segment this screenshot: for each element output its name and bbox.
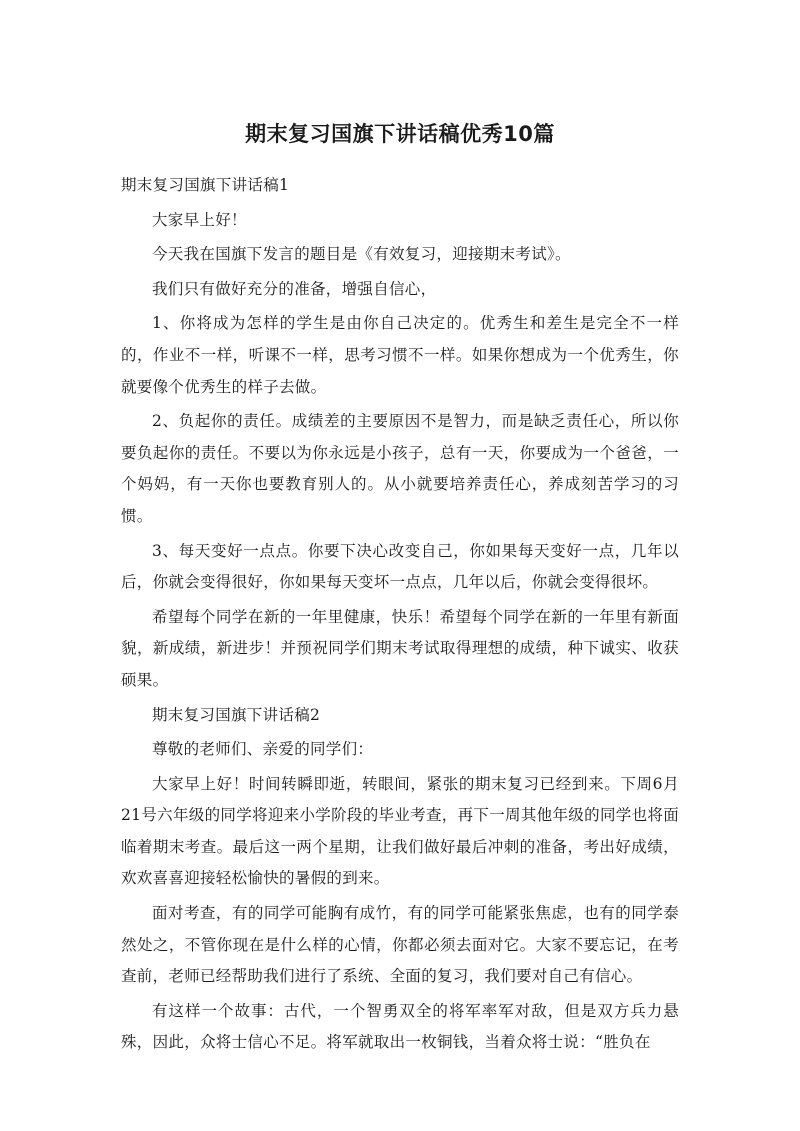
paragraph: 希望每个同学在新的一年里健康，快乐！希望每个同学在新的一年里有新面貌，新成绩，新进步！并预祝同学们期末考试取得理想的成绩，种下诚实、收获硕果。: [121, 607, 679, 689]
document-title: 期末复习国旗下讲话稿优秀10篇: [245, 122, 555, 146]
paragraph: 2、负起你的责任。成绩差的主要原因不是智力，而是缺乏责任心，所以你要负起你的责任。不要以为你永远是小孩子，总有一天，你要成为一个爸爸，一个妈妈，有一天你也要教育别人的。从小就要培养责任心，养成刻苦学习的习惯。: [121, 412, 679, 525]
document-page: [121, 118, 679, 1062]
paragraph: 尊敬的老师们、亲爱的同学们：: [152, 740, 374, 759]
paragraph: 我们只有做好充分的准备，增强自信心，: [152, 279, 437, 298]
paragraph: 今天我在国旗下发言的题目是《有效复习，迎接期末考试》。: [152, 245, 571, 264]
paragraph: 1、你将成为怎样的学生是由你自己决定的。优秀生和差生是完全不一样的，作业不一样，听课不一样，思考习惯不一样。如果你想成为一个优秀生，你就要像个优秀生的样子去做。: [121, 314, 679, 396]
section-heading-2: 期末复习国旗下讲话稿2: [152, 705, 321, 724]
paragraph: 大家早上好！: [152, 210, 247, 229]
section-heading-1: 期末复习国旗下讲话稿1: [121, 176, 290, 194]
paragraph: 有这样一个故事：古代，一个智勇双全的将军率军对敌，但是双方兵力悬殊，因此，众将士信心不足。将军就取出一枚铜钱，当着众将士说：“胜负在: [121, 1001, 679, 1052]
paragraph: 面对考查，有的同学可能胸有成竹，有的同学可能紧张焦虑，也有的同学泰然处之，不管你现在是什么样的心情，你都必须去面对它。大家不要忘记，在考查前，老师已经帮助我们进行了系统、全面的复习，我们要对自己有信心。: [121, 904, 679, 986]
paragraph: 大家早上好！时间转瞬即逝，转眼间，紧张的期末复习已经到来。下周6月21号六年级的同学将迎来小学阶段的毕业考查，再下一周其他年级的同学也将面临着期末考查。最后这一两个星期，让我们做好最后冲刺的准备，考出好成绩，欢欢喜喜迎接轻松愉快的暑假的到来。: [121, 774, 679, 888]
paragraph: 3、每天变好一点点。你要下决心改变自己，你如果每天变好一点，几年以后，你就会变得很好，你如果每天变坏一点点，几年以后，你就会变得很坏。: [121, 541, 679, 592]
